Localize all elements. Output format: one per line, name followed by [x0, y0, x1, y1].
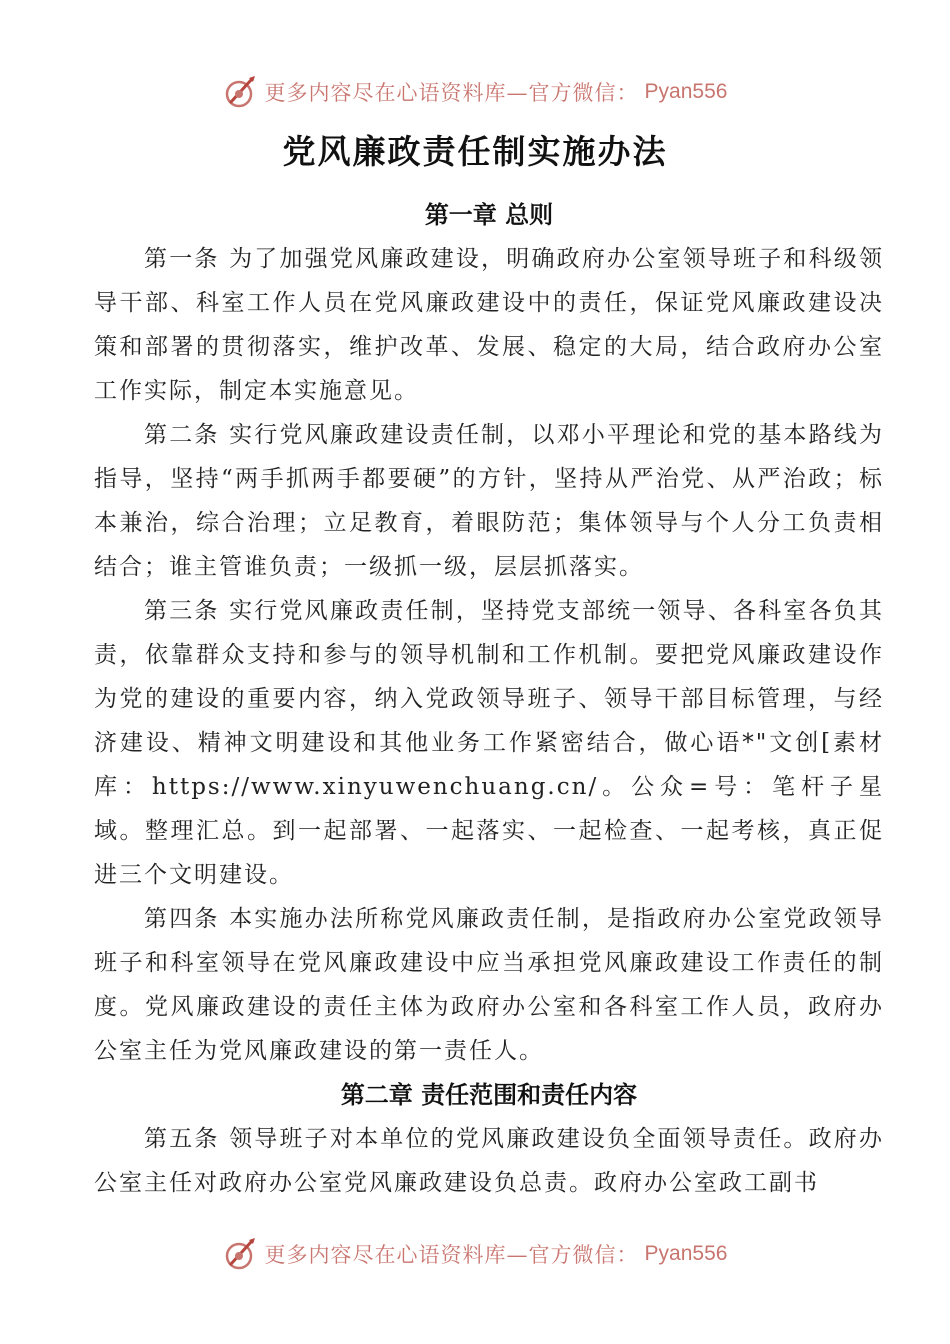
article-2: 第二条 实行党风廉政建设责任制，以邓小平理论和党的基本路线为指导，坚持“两手抓两手都要硬”的方针，坚持从严治党、从严治政；标本兼治，综合治理；立足教育，着眼防范；集体领导与个人分工负责相结合；谁主管谁负责；一级抓一级，层层抓落实。: [94, 422, 884, 580]
article-3: 第三条 实行党风廉政责任制，坚持党支部统一领导、各科室各负其责，依靠群众支持和参与的领导机制和工作机制。要把党风廉政建设作为党的建设的重要内容，纳入党政领导班子、领导干部目标管理，与经济建设、精神文明建设和其他业务工作紧密结合，做心语*"文创[素材库：https://www.xinyuwenchuang.cn/。公众=号：笔杆子星域。整理汇总。到一起部署、一起落实、一起检查、一起考核，真正促进三个文明建设。: [94, 598, 884, 888]
chapter-one-heading: 第一章 总则: [424, 201, 554, 229]
watermark-footer: [0, 1232, 950, 1276]
pen-logo-icon: [223, 1236, 259, 1272]
chapter-two-heading: 第二章 责任范围和责任内容: [340, 1081, 638, 1109]
document-title: 党风廉政责任制实施办法: [282, 132, 668, 171]
watermark-text: 更多内容尽在心语资料库—官方微信：: [264, 81, 639, 105]
article-5: 第五条 领导班子对本单位的党风廉政建设负全面领导责任。政府办公室主任对政府办公室党风廉政建设负总责。政府办公室政工副书: [94, 1126, 884, 1196]
watermark-text: 更多内容尽在心语资料库—官方微信：: [264, 1243, 639, 1267]
watermark-wechat-id: Pyan556: [644, 80, 728, 103]
document-body: [94, 193, 884, 1205]
pen-logo-icon: [223, 74, 259, 110]
watermark-wechat-id: Pyan556: [644, 1242, 728, 1265]
article-4: 第四条 本实施办法所称党风廉政责任制，是指政府办公室党政领导班子和科室领导在党风廉政建设中应当承担党风廉政建设工作责任的制度。党风廉政建设的责任主体为政府办公室和各科室工作人员，政府办公室主任为党风廉政建设的第一责任人。: [94, 906, 884, 1064]
watermark-header: [0, 70, 950, 114]
article-1: 第一条 为了加强党风廉政建设，明确政府办公室领导班子和科级领导干部、科室工作人员在党风廉政建设中的责任，保证党风廉政建设决策和部署的贯彻落实，维护改革、发展、稳定的大局，结合政府办公室工作实际，制定本实施意见。: [94, 246, 884, 404]
